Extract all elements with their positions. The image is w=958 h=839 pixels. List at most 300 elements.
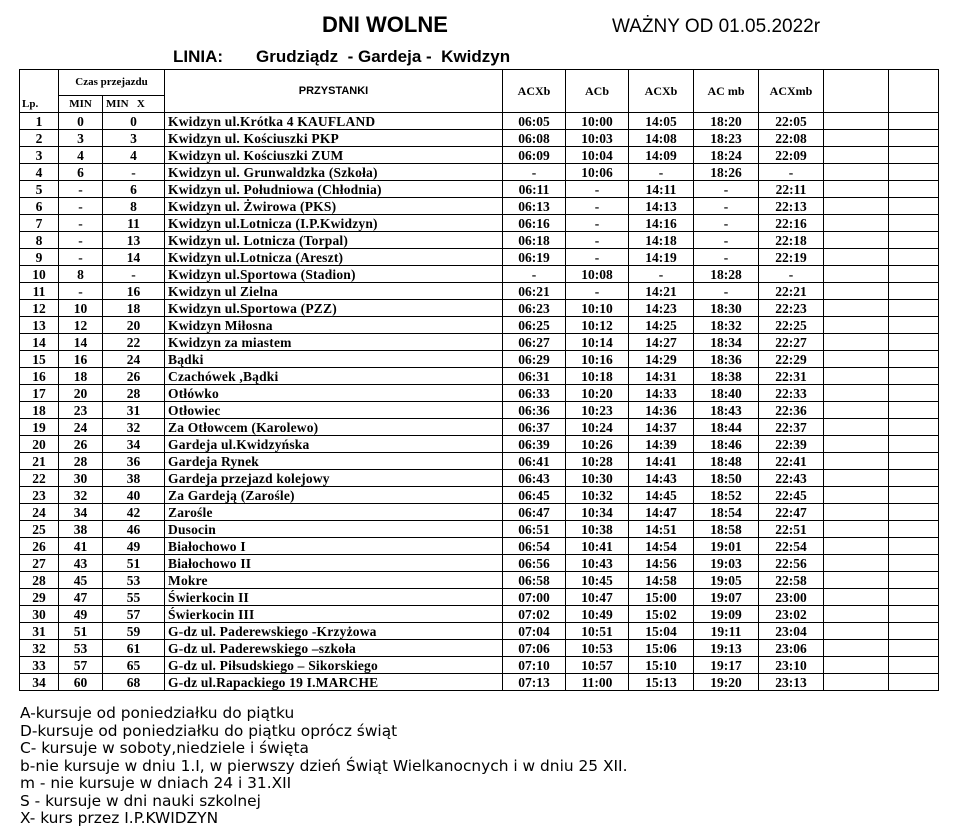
- row-stop-name: Otłówko: [165, 385, 503, 402]
- row-time-5: 22:31: [759, 368, 824, 385]
- row-min: 10: [59, 300, 103, 317]
- row-empty-1: [824, 470, 889, 487]
- row-lp: 28: [20, 572, 59, 589]
- row-min: 49: [59, 606, 103, 623]
- row-min: -: [59, 215, 103, 232]
- row-lp: 16: [20, 368, 59, 385]
- row-lp: 32: [20, 640, 59, 657]
- row-time-5: 22:11: [759, 181, 824, 198]
- row-min-x: 57: [103, 606, 165, 623]
- row-stop-name: Za Gardeją (Zarośle): [165, 487, 503, 504]
- row-time-3: 14:39: [629, 436, 694, 453]
- row-empty-2: [889, 317, 939, 334]
- row-time-3: 14:25: [629, 317, 694, 334]
- row-time-1: 07:06: [503, 640, 566, 657]
- row-time-2: 10:08: [566, 266, 629, 283]
- row-empty-2: [889, 249, 939, 266]
- row-time-5: 22:36: [759, 402, 824, 419]
- row-empty-1: [824, 215, 889, 232]
- row-time-2: 10:23: [566, 402, 629, 419]
- row-time-2: 10:32: [566, 487, 629, 504]
- row-empty-2: [889, 300, 939, 317]
- row-time-4: 19:17: [694, 657, 759, 674]
- row-time-1: -: [503, 266, 566, 283]
- row-min: -: [59, 198, 103, 215]
- row-time-1: 06:56: [503, 555, 566, 572]
- line-label: LINIA:: [173, 47, 224, 66]
- row-min: 57: [59, 657, 103, 674]
- row-lp: 2: [20, 130, 59, 147]
- row-empty-1: [824, 181, 889, 198]
- row-time-2: 10:18: [566, 368, 629, 385]
- row-time-4: -: [694, 198, 759, 215]
- row-min-x: 18: [103, 300, 165, 317]
- row-min: 28: [59, 453, 103, 470]
- row-empty-2: [889, 351, 939, 368]
- row-stop-name: Kwidzyn ul. Południowa (Chłodnia): [165, 181, 503, 198]
- row-time-1: 06:54: [503, 538, 566, 555]
- row-stop-name: Kwidzyn ul. Kościuszki ZUM: [165, 147, 503, 164]
- row-empty-2: [889, 113, 939, 130]
- row-empty-1: [824, 419, 889, 436]
- row-time-1: 06:33: [503, 385, 566, 402]
- row-time-4: 18:32: [694, 317, 759, 334]
- row-empty-1: [824, 572, 889, 589]
- row-empty-2: [889, 487, 939, 504]
- row-empty-1: [824, 368, 889, 385]
- row-empty-1: [824, 385, 889, 402]
- row-stop-name: Gardeja ul.Kwidzyńska: [165, 436, 503, 453]
- row-time-3: 14:47: [629, 504, 694, 521]
- row-time-2: 10:38: [566, 521, 629, 538]
- row-time-2: 10:53: [566, 640, 629, 657]
- header-course-4: AC mb: [694, 70, 759, 113]
- row-lp: 3: [20, 147, 59, 164]
- row-empty-1: [824, 317, 889, 334]
- row-lp: 10: [20, 266, 59, 283]
- row-empty-2: [889, 215, 939, 232]
- row-lp: 6: [20, 198, 59, 215]
- row-time-2: 10:10: [566, 300, 629, 317]
- row-stop-name: Świerkocin II: [165, 589, 503, 606]
- row-time-4: 18:50: [694, 470, 759, 487]
- row-min: 16: [59, 351, 103, 368]
- row-empty-2: [889, 521, 939, 538]
- row-empty-1: [824, 436, 889, 453]
- row-time-5: 22:16: [759, 215, 824, 232]
- row-lp: 29: [20, 589, 59, 606]
- row-time-4: 19:03: [694, 555, 759, 572]
- legend-note: A-kursuje od poniedziałku do piątku: [20, 704, 295, 722]
- table-row: [20, 266, 939, 283]
- row-lp: 22: [20, 470, 59, 487]
- row-empty-2: [889, 470, 939, 487]
- row-empty-2: [889, 385, 939, 402]
- valid-from-date: WAŻNY OD 01.05.2022r: [612, 16, 821, 37]
- row-stop-name: Kwidzyn ul. Lotnicza (Torpal): [165, 232, 503, 249]
- row-time-2: 10:12: [566, 317, 629, 334]
- row-time-1: 07:04: [503, 623, 566, 640]
- row-time-2: -: [566, 232, 629, 249]
- row-time-4: 18:36: [694, 351, 759, 368]
- header-course-1: ACXb: [503, 70, 566, 113]
- row-time-3: 14:31: [629, 368, 694, 385]
- row-time-5: 22:23: [759, 300, 824, 317]
- row-time-3: 14:11: [629, 181, 694, 198]
- row-time-3: 14:29: [629, 351, 694, 368]
- row-min: 51: [59, 623, 103, 640]
- row-time-1: 06:36: [503, 402, 566, 419]
- row-min-x: 6: [103, 181, 165, 198]
- header-course-3: ACXb: [629, 70, 694, 113]
- row-time-2: 10:57: [566, 657, 629, 674]
- table-row: [20, 470, 939, 487]
- row-stop-name: Kwidzyn za miastem: [165, 334, 503, 351]
- row-stop-name: Świerkocin III: [165, 606, 503, 623]
- row-time-1: 06:13: [503, 198, 566, 215]
- row-empty-1: [824, 623, 889, 640]
- row-time-3: 15:13: [629, 674, 694, 691]
- row-min-x: 68: [103, 674, 165, 691]
- row-empty-2: [889, 572, 939, 589]
- row-time-4: 18:44: [694, 419, 759, 436]
- table-row: [20, 436, 939, 453]
- row-min: 4: [59, 147, 103, 164]
- row-min: 60: [59, 674, 103, 691]
- table-row: [20, 317, 939, 334]
- row-time-1: 06:47: [503, 504, 566, 521]
- row-lp: 4: [20, 164, 59, 181]
- row-min-x: 59: [103, 623, 165, 640]
- row-time-4: 19:11: [694, 623, 759, 640]
- row-time-5: 23:04: [759, 623, 824, 640]
- row-min: 32: [59, 487, 103, 504]
- row-lp: 7: [20, 215, 59, 232]
- table-row: [20, 521, 939, 538]
- row-empty-2: [889, 674, 939, 691]
- header-empty-1: [824, 70, 889, 113]
- row-time-4: 18:30: [694, 300, 759, 317]
- row-time-5: 22:43: [759, 470, 824, 487]
- row-time-3: 14:45: [629, 487, 694, 504]
- row-time-5: 22:25: [759, 317, 824, 334]
- row-stop-name: Kwidzyn ul Zielna: [165, 283, 503, 300]
- row-min-x: 61: [103, 640, 165, 657]
- row-time-3: 14:05: [629, 113, 694, 130]
- header-min-x: MIN X: [103, 96, 165, 113]
- row-stop-name: G-dz ul. Paderewskiego –szkoła: [165, 640, 503, 657]
- row-time-1: 06:51: [503, 521, 566, 538]
- row-lp: 14: [20, 334, 59, 351]
- row-min: -: [59, 249, 103, 266]
- row-stop-name: Kwidzyn ul. Kościuszki PKP: [165, 130, 503, 147]
- row-empty-1: [824, 504, 889, 521]
- row-time-4: -: [694, 283, 759, 300]
- row-lp: 5: [20, 181, 59, 198]
- row-time-1: 07:02: [503, 606, 566, 623]
- row-time-5: 23:00: [759, 589, 824, 606]
- row-min-x: 20: [103, 317, 165, 334]
- row-empty-1: [824, 164, 889, 181]
- row-min: 41: [59, 538, 103, 555]
- row-lp: 21: [20, 453, 59, 470]
- row-time-3: 14:19: [629, 249, 694, 266]
- row-time-4: 18:34: [694, 334, 759, 351]
- row-lp: 23: [20, 487, 59, 504]
- row-time-5: 22:27: [759, 334, 824, 351]
- row-empty-1: [824, 232, 889, 249]
- row-stop-name: G-dz ul. Paderewskiego -Krzyżowa: [165, 623, 503, 640]
- table-row: [20, 334, 939, 351]
- row-empty-1: [824, 300, 889, 317]
- row-empty-1: [824, 606, 889, 623]
- legend-notes: [20, 705, 627, 828]
- row-time-5: 22:13: [759, 198, 824, 215]
- row-time-1: 06:18: [503, 232, 566, 249]
- table-row: [20, 504, 939, 521]
- row-time-2: 10:43: [566, 555, 629, 572]
- row-lp: 19: [20, 419, 59, 436]
- row-time-5: 22:19: [759, 249, 824, 266]
- row-min-x: 36: [103, 453, 165, 470]
- row-empty-2: [889, 419, 939, 436]
- row-time-1: 06:08: [503, 130, 566, 147]
- row-time-5: 22:54: [759, 538, 824, 555]
- row-min-x: -: [103, 164, 165, 181]
- row-time-3: 14:58: [629, 572, 694, 589]
- row-min: 53: [59, 640, 103, 657]
- row-min: 38: [59, 521, 103, 538]
- row-lp: 1: [20, 113, 59, 130]
- row-time-1: 07:00: [503, 589, 566, 606]
- row-min-x: 46: [103, 521, 165, 538]
- row-stop-name: G-dz ul. Piłsudskiego – Sikorskiego: [165, 657, 503, 674]
- row-time-3: 14:41: [629, 453, 694, 470]
- row-time-4: 19:07: [694, 589, 759, 606]
- row-stop-name: Białochowo II: [165, 555, 503, 572]
- row-min-x: 8: [103, 198, 165, 215]
- row-time-4: 18:58: [694, 521, 759, 538]
- legend-note: X- kurs przez I.P.KWIDZYN: [20, 809, 219, 827]
- table-row: [20, 402, 939, 419]
- row-time-1: 06:16: [503, 215, 566, 232]
- row-min-x: 42: [103, 504, 165, 521]
- row-min-x: 16: [103, 283, 165, 300]
- header-czas-przejazdu: Czas przejazdu: [59, 70, 165, 96]
- row-min: -: [59, 283, 103, 300]
- row-empty-2: [889, 147, 939, 164]
- row-time-4: 19:05: [694, 572, 759, 589]
- line-route: Grudziądz - Gardeja - Kwidzyn: [256, 47, 511, 66]
- row-time-5: 22:09: [759, 147, 824, 164]
- row-time-4: 18:28: [694, 266, 759, 283]
- row-time-5: 22:45: [759, 487, 824, 504]
- row-empty-2: [889, 266, 939, 283]
- row-time-1: 06:41: [503, 453, 566, 470]
- row-time-2: -: [566, 198, 629, 215]
- legend-note: S - kursuje w dni nauki szkolnej: [20, 791, 261, 810]
- row-stop-name: Kwidzyn ul. Żwirowa (PKS): [165, 198, 503, 215]
- row-time-1: 06:23: [503, 300, 566, 317]
- row-min: 0: [59, 113, 103, 130]
- table-row: [20, 640, 939, 657]
- row-min-x: 38: [103, 470, 165, 487]
- header-przystanki: PRZYSTANKI: [165, 70, 503, 113]
- row-min-x: 11: [103, 215, 165, 232]
- row-time-2: -: [566, 181, 629, 198]
- row-min-x: 40: [103, 487, 165, 504]
- row-stop-name: Kwidzyn ul.Lotnicza (I.P.Kwidzyn): [165, 215, 503, 232]
- row-time-2: 10:24: [566, 419, 629, 436]
- row-min: 47: [59, 589, 103, 606]
- table-row: [20, 623, 939, 640]
- row-stop-name: Kwidzyn ul. Grunwaldzka (Szkoła): [165, 164, 503, 181]
- header-course-2: ACb: [566, 70, 629, 113]
- row-time-5: 22:29: [759, 351, 824, 368]
- row-min-x: 28: [103, 385, 165, 402]
- row-time-3: 15:04: [629, 623, 694, 640]
- row-time-2: 10:51: [566, 623, 629, 640]
- row-min-x: 13: [103, 232, 165, 249]
- table-row: [20, 589, 939, 606]
- row-lp: 26: [20, 538, 59, 555]
- row-time-1: 07:10: [503, 657, 566, 674]
- table-row: [20, 385, 939, 402]
- row-time-3: 14:36: [629, 402, 694, 419]
- row-time-5: 22:18: [759, 232, 824, 249]
- row-empty-2: [889, 402, 939, 419]
- row-time-4: 18:20: [694, 113, 759, 130]
- row-time-4: 18:43: [694, 402, 759, 419]
- row-time-5: -: [759, 164, 824, 181]
- row-empty-1: [824, 334, 889, 351]
- table-row: [20, 555, 939, 572]
- row-stop-name: Gardeja przejazd kolejowy: [165, 470, 503, 487]
- row-empty-1: [824, 351, 889, 368]
- row-time-3: 15:10: [629, 657, 694, 674]
- timetable-body: [20, 113, 939, 691]
- row-time-3: 14:27: [629, 334, 694, 351]
- row-lp: 27: [20, 555, 59, 572]
- row-time-3: 15:06: [629, 640, 694, 657]
- row-time-4: 18:52: [694, 487, 759, 504]
- row-time-1: 06:25: [503, 317, 566, 334]
- legend-note: C- kursuje w soboty,niedziele i święta: [20, 739, 309, 757]
- row-stop-name: Bądki: [165, 351, 503, 368]
- row-lp: 8: [20, 232, 59, 249]
- row-time-5: -: [759, 266, 824, 283]
- row-time-3: 14:37: [629, 419, 694, 436]
- row-time-3: 14:54: [629, 538, 694, 555]
- row-stop-name: Mokre: [165, 572, 503, 589]
- row-lp: 25: [20, 521, 59, 538]
- row-empty-2: [889, 198, 939, 215]
- row-time-4: 18:26: [694, 164, 759, 181]
- row-stop-name: Kwidzyn ul.Krótka 4 KAUFLAND: [165, 113, 503, 130]
- legend-note: b-nie kursuje w dniu 1.I, w pierwszy dzień Świąt Wielkanocnych i w dniu 25 XII.: [20, 756, 628, 775]
- row-time-4: 18:24: [694, 147, 759, 164]
- row-time-5: 22:39: [759, 436, 824, 453]
- legend-note: m - nie kursuje w dniach 24 i 31.XII: [20, 774, 292, 792]
- row-time-3: 15:00: [629, 589, 694, 606]
- row-time-4: 18:23: [694, 130, 759, 147]
- row-lp: 11: [20, 283, 59, 300]
- row-time-1: 06:58: [503, 572, 566, 589]
- row-lp: 30: [20, 606, 59, 623]
- row-min-x: 32: [103, 419, 165, 436]
- row-min: 18: [59, 368, 103, 385]
- row-min-x: 14: [103, 249, 165, 266]
- row-lp: 18: [20, 402, 59, 419]
- row-time-2: -: [566, 249, 629, 266]
- table-row: [20, 351, 939, 368]
- row-time-1: 06:19: [503, 249, 566, 266]
- row-empty-1: [824, 266, 889, 283]
- row-lp: 15: [20, 351, 59, 368]
- table-row: [20, 487, 939, 504]
- row-empty-1: [824, 487, 889, 504]
- table-row: [20, 657, 939, 674]
- row-empty-2: [889, 555, 939, 572]
- row-empty-2: [889, 334, 939, 351]
- row-lp: 20: [20, 436, 59, 453]
- row-time-1: 06:29: [503, 351, 566, 368]
- row-time-1: 07:13: [503, 674, 566, 691]
- row-time-2: 10:28: [566, 453, 629, 470]
- header-min: MIN: [59, 96, 103, 113]
- row-min: 26: [59, 436, 103, 453]
- row-time-1: 06:43: [503, 470, 566, 487]
- row-stop-name: Kwidzyn ul.Sportowa (Stadion): [165, 266, 503, 283]
- row-time-3: 14:08: [629, 130, 694, 147]
- row-time-2: 10:34: [566, 504, 629, 521]
- row-time-3: 14:23: [629, 300, 694, 317]
- row-time-2: 10:49: [566, 606, 629, 623]
- row-empty-1: [824, 538, 889, 555]
- table-row: [20, 368, 939, 385]
- row-empty-1: [824, 283, 889, 300]
- row-stop-name: Za Otłowcem (Karolewo): [165, 419, 503, 436]
- table-row: [20, 215, 939, 232]
- row-time-2: 10:16: [566, 351, 629, 368]
- row-time-1: -: [503, 164, 566, 181]
- row-empty-2: [889, 623, 939, 640]
- row-lp: 13: [20, 317, 59, 334]
- row-empty-1: [824, 657, 889, 674]
- row-min: 14: [59, 334, 103, 351]
- row-stop-name: Otłowiec: [165, 402, 503, 419]
- row-min: 3: [59, 130, 103, 147]
- row-lp: 24: [20, 504, 59, 521]
- table-row: [20, 283, 939, 300]
- row-time-5: 22:47: [759, 504, 824, 521]
- row-time-4: 18:48: [694, 453, 759, 470]
- row-empty-2: [889, 640, 939, 657]
- row-min: 6: [59, 164, 103, 181]
- row-empty-1: [824, 640, 889, 657]
- row-min: 23: [59, 402, 103, 419]
- row-time-1: 06:11: [503, 181, 566, 198]
- row-time-2: 11:00: [566, 674, 629, 691]
- row-empty-1: [824, 453, 889, 470]
- table-row: [20, 249, 939, 266]
- row-time-3: 15:02: [629, 606, 694, 623]
- row-min-x: 0: [103, 113, 165, 130]
- row-time-2: 10:45: [566, 572, 629, 589]
- table-row: [20, 538, 939, 555]
- row-empty-2: [889, 436, 939, 453]
- row-stop-name: Gardeja Rynek: [165, 453, 503, 470]
